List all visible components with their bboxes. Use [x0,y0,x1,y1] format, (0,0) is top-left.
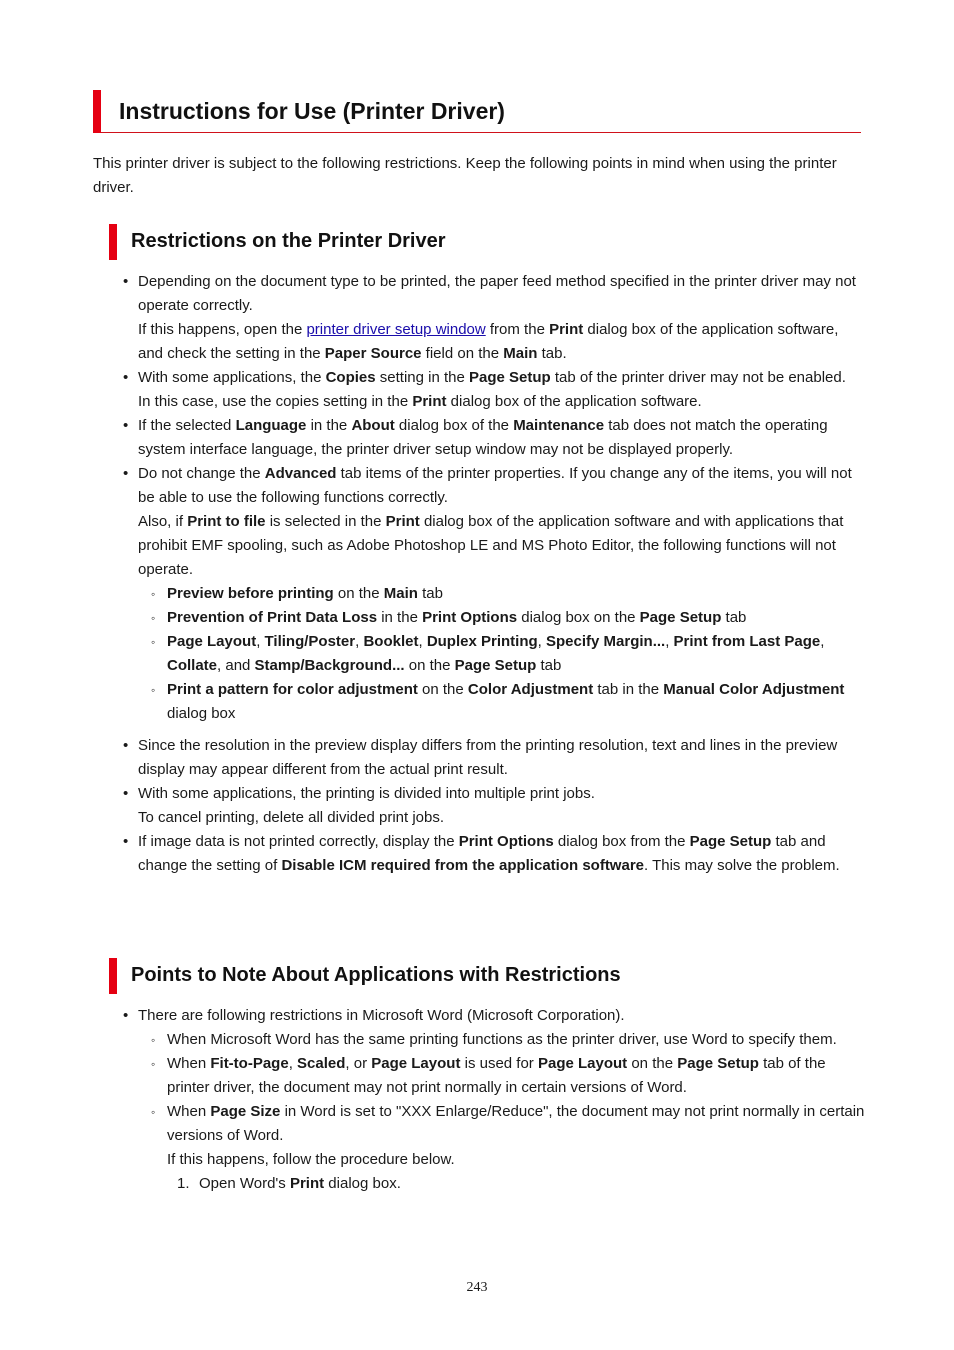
page-number: 243 [466,1280,488,1295]
list-item: • With some applications, the printing is divided into multiple print jobs. To cancel printing, delete all divided print jobs. [120,782,865,830]
list-item: • If the selected Language in the About dialog box of the Maintenance tab does not match the operating system interface language, the printer driver setup window may not be displayed properly. [120,414,865,462]
list-item: • With some applications, the Copies setting in the Page Setup tab of the printer driver may not be enabled. In this case, use the copies setting in the Print dialog box of the application software. [120,366,865,414]
restrictions-list [120,270,865,878]
section-title: Restrictions on the Printer Driver [131,230,446,252]
list-item: • Do not change the Advanced tab items of the printer properties. If you change any of the items, you will not be able to use the following functions correctly. Also, if Print to file is selected in the Print dialog box of the application software and with applications that prohibit EMF spooling, such as Adobe Photoshop LE and MS Photo Editor, the following functions will not operate. ◦ Preview before printing on the Main tab ◦ Prevention of Print Data Loss in the Print Options dialog box on the Page Setup tab ◦ Page Layout, Tiling/Poster, Booklet, Duplex Printing, Specify Margin..., Print from Last Page, Collate, and Stamp/Background... on the Page Setup tab ◦ Print a pattern for color adjustment on the Color Adjustment tab in the Manual Color Adjustment dialog box [120,462,865,734]
sub-list-item: ◦ Prevention of Print Data Loss in the Print Options dialog box on the Page Setup tab [138,606,865,630]
title-accent-bar [93,90,101,133]
procedure-steps [167,1172,865,1196]
applications-list [120,1004,865,1196]
heading-accent-bar [109,224,117,260]
section-title: Points to Note About Applications with Restrictions [131,964,621,986]
sub-list-item: ◦ Preview before printing on the Main tab [138,582,865,606]
sub-list-item: ◦ Print a pattern for color adjustment on the Color Adjustment tab in the Manual Color Adjustment dialog box [138,678,865,726]
sub-list [138,582,865,726]
section-heading-restrictions [109,224,859,260]
list-item: • There are following restrictions in Microsoft Word (Microsoft Corporation). ◦ When Microsoft Word has the same printing functions as the printer driver, use Word to specify them. ◦ When Fit-to-Page, Scaled, or Page Layout is used for Page Layout on the Page Setup tab of the printer driver, the document may not print normally in certain versions of Word. ◦ When Page Size in Word is set to "XXX Enlarge/Reduce", the document may not print normally in certain versions of Word. If this happens, follow the procedure below. 1. Open Word's Print dialog box. [120,1004,865,1196]
page-title: Instructions for Use (Printer Driver) [119,98,505,124]
list-item: • Depending on the document type to be printed, the paper feed method specified in the printer driver may not operate correctly. If this happens, open the printer driver setup window from the Print dialog box of the application software, and check the setting in the Paper Source field on the Main tab. [120,270,865,366]
page-title-header [93,90,861,133]
sub-list-item: ◦ When Fit-to-Page, Scaled, or Page Layout is used for Page Layout on the Page Setup tab of the printer driver, the document may not print normally in certain versions of Word. [138,1052,865,1100]
list-item: • Since the resolution in the preview display differs from the printing resolution, text and lines in the preview display may appear different from the actual print result. [120,734,865,782]
heading-accent-bar [109,958,117,994]
printer-driver-setup-window-link[interactable]: printer driver setup window [306,321,486,338]
list-item: • If image data is not printed correctly, display the Print Options dialog box from the Page Setup tab and change the setting of Disable ICM required from the application software. This may solve the problem. [120,830,865,878]
sub-list-item: ◦ When Microsoft Word has the same printing functions as the printer driver, use Word to specify them. [138,1028,865,1052]
section-heading-applications [109,958,859,994]
sub-list-item: ◦ When Page Size in Word is set to "XXX Enlarge/Reduce", the document may not print normally in certain versions of Word. If this happens, follow the procedure below. 1. Open Word's Print dialog box. [138,1100,865,1196]
intro-paragraph: This printer driver is subject to the following restrictions. Keep the following points in mind when using the printer driver. [93,155,837,196]
procedure-step: 1. Open Word's Print dialog box. [177,1175,401,1192]
sub-list [138,1028,865,1196]
sub-list-item: ◦ Page Layout, Tiling/Poster, Booklet, Duplex Printing, Specify Margin..., Print from Last Page, Collate, and Stamp/Background... on the Page Setup tab [138,630,865,678]
